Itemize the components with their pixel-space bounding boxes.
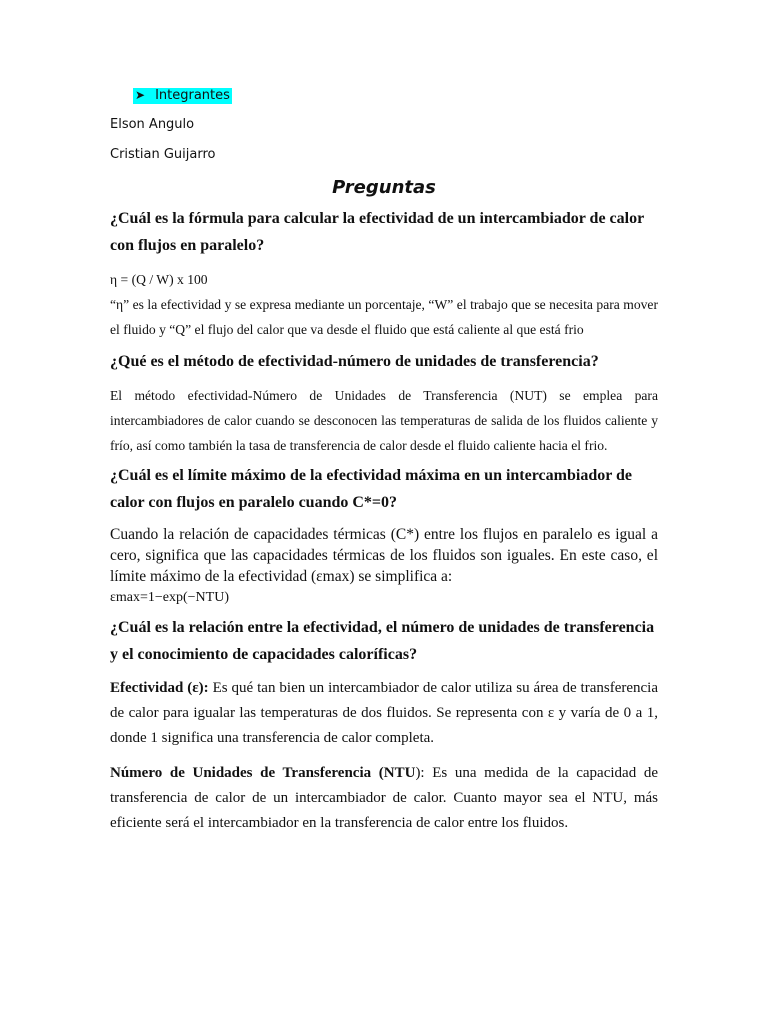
- member-name: Cristian Guijarro: [110, 147, 216, 162]
- efectividad-text: Es qué tan bien un intercambiador de calor utiliza su área de transferencia de calor para igualar las temperaturas de dos fluidos. Se representa con ε y varía de 0 a 1, donde 1 significa una transferencia de calor completa.: [110, 680, 658, 746]
- answer-1: “η” es la efectividad y se expresa mediante un porcentaje, “W” el trabajo que se necesita para mover el fluido y “Q” el flujo del calor que va desde el fluido que está caliente al que está frio: [110, 297, 658, 337]
- ntu-text: ): Es una medida de la capacidad de transferencia de calor de un intercambiador de calor. Cuanto mayor sea el NTU, más eficiente será el intercambiador en la transferencia de calor entre los fluidos.: [110, 765, 658, 831]
- efectividad-paragraph: [110, 676, 658, 751]
- efectividad-term: Efectividad (ε):: [110, 680, 209, 696]
- question-4: ¿Cuál es la relación entre la efectividad, el número de unidades de transferencia y el conocimiento de capacidades caloríficas?: [110, 619, 655, 663]
- formula-1: η = (Q / W) x 100: [110, 272, 208, 287]
- question-1: ¿Cuál es la fórmula para calcular la efectividad de un intercambiador de calor con flujos en paralelo?: [110, 210, 644, 254]
- integrantes-heading: ➤ Integrantes: [135, 88, 230, 103]
- member-name: Elson Angulo: [110, 117, 195, 132]
- ntu-term: Número de Unidades de Transferencia (NTU: [110, 765, 416, 781]
- arrow-bullet-icon: ➤: [135, 88, 146, 102]
- answer-2: El método efectividad-Número de Unidades de Transferencia (NUT) se emplea para intercambiadores de calor cuando se desconocen las temperaturas de salida de los fluidos caliente y frío, así como también la tasa de transferencia de calor desde el fluido caliente hacia el frio.: [110, 388, 658, 453]
- page-title: Preguntas: [332, 177, 436, 198]
- answer-3: Cuando la relación de capacidades térmicas (C*) entre los flujos en paralelo es igual a cero, significa que las capacidades térmicas de los fluidos son iguales. En este caso, el límite máximo de la efectividad (εmax) se simplifica a:: [110, 526, 658, 585]
- ntu-paragraph: [110, 761, 658, 836]
- question-2: ¿Qué es el método de efectividad-número de unidades de transferencia?: [110, 353, 599, 370]
- question-3: ¿Cuál es el límite máximo de la efectividad máxima en un intercambiador de calor con flujos en paralelo cuando C*=0?: [110, 467, 633, 511]
- formula-3: εmax=1−exp(−NTU): [110, 590, 229, 605]
